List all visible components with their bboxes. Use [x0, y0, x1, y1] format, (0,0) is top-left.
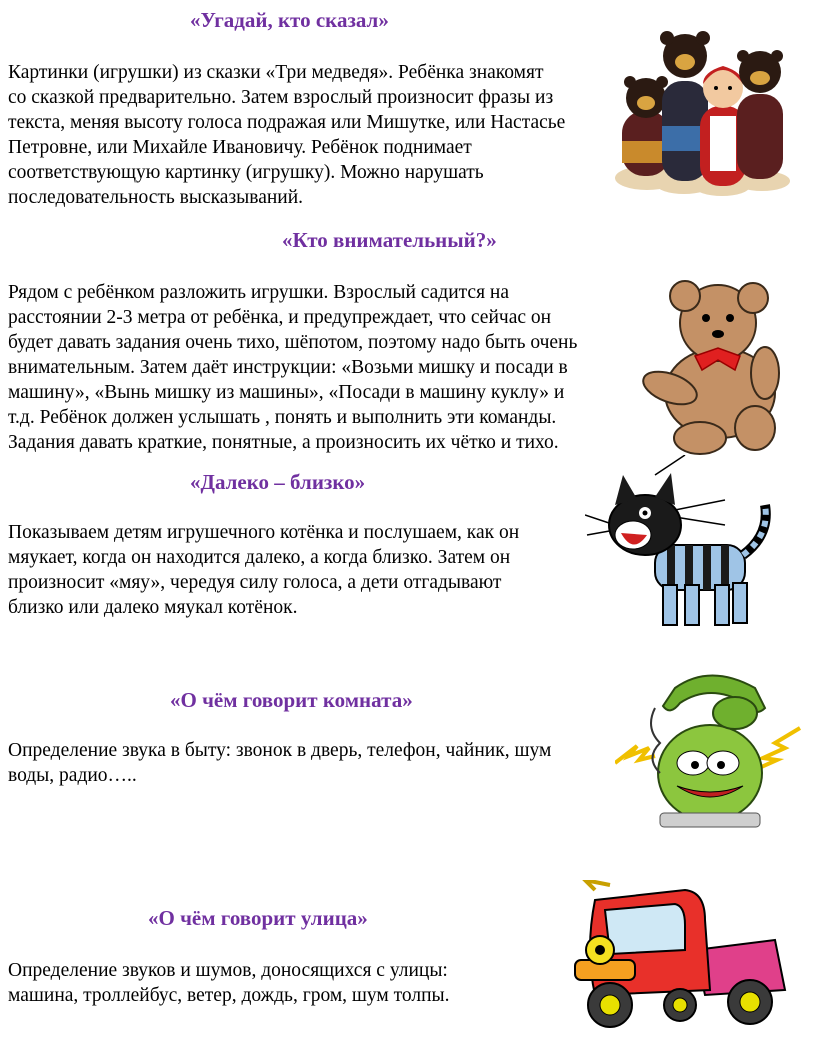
text-line: соответствующую картинку (игрушку). Можно нарушать: [8, 162, 484, 183]
three-bears-dolls-image: [612, 26, 807, 196]
section-title: «Кто внимательный?»: [282, 228, 497, 252]
section-title: «Угадай, кто сказал»: [190, 8, 389, 32]
text-line: со сказкой предварительно. Затем взрослый произносит фразы из: [8, 87, 554, 108]
text-line: машина, троллейбус, ветер, дождь, гром, шум толпы.: [8, 985, 450, 1006]
ringing-telephone-image: [615, 668, 805, 833]
text-line: Определение звука в быту: звонок в дверь, телефон, чайник, шум: [8, 740, 552, 761]
text-line: последовательность высказываний.: [8, 187, 304, 208]
section-title: «Далеко – близко»: [190, 470, 366, 494]
section-text: [8, 738, 551, 788]
section-title: «О чём говорит улица»: [148, 906, 368, 930]
section-text: [8, 280, 577, 455]
text-line: Задания давать краткие, понятные, а произносить их чётко и тихо.: [8, 432, 559, 453]
striped-cat-image: [585, 455, 795, 640]
text-line: мяукает, когда он находится далеко, а когда близко. Затем он: [8, 547, 511, 568]
text-line: Определение звуков и шумов, доносящихся с улицы:: [8, 960, 448, 981]
cartoon-car-image: [555, 880, 805, 1030]
text-line: внимательным. Затем даёт инструкции: «Возьми мишку и посади в: [8, 357, 568, 378]
text-line: Картинки (игрушки) из сказки «Три медведя». Ребёнка знакомят: [8, 62, 544, 83]
text-line: расстоянии 2-3 метра от ребёнка, и предупреждает, что сейчас он: [8, 307, 552, 328]
section-title: «О чём говорит комната»: [170, 688, 413, 712]
text-line: Рядом с ребёнком разложить игрушки. Взрослый садится на: [8, 282, 510, 303]
text-line: машину», «Вынь мишку из машины», «Посади в машину куклу» и: [8, 382, 565, 403]
text-line: Показываем детям игрушечного котёнка и послушаем, как он: [8, 522, 520, 543]
text-line: Петровне, или Михайле Ивановичу. Ребёнок поднимает: [8, 137, 472, 158]
text-line: близко или далеко мяукал котёнок.: [8, 597, 298, 618]
text-line: т.д. Ребёнок должен услышать , понять и выполнить эти команды.: [8, 407, 557, 428]
text-line: произносит «мяу», чередуя силу голоса, а дети отгадывают: [8, 572, 502, 593]
section-text: [8, 520, 519, 620]
section-text: [8, 60, 565, 210]
text-line: воды, радио…..: [8, 765, 137, 786]
section-text: [8, 958, 450, 1008]
teddy-bear-image: [640, 278, 790, 458]
text-line: будет давать задания очень тихо, шёпотом, поэтому надо быть очень: [8, 332, 578, 353]
text-line: текста, меняя высоту голоса подражая или Мишутке, или Настасье: [8, 112, 566, 133]
